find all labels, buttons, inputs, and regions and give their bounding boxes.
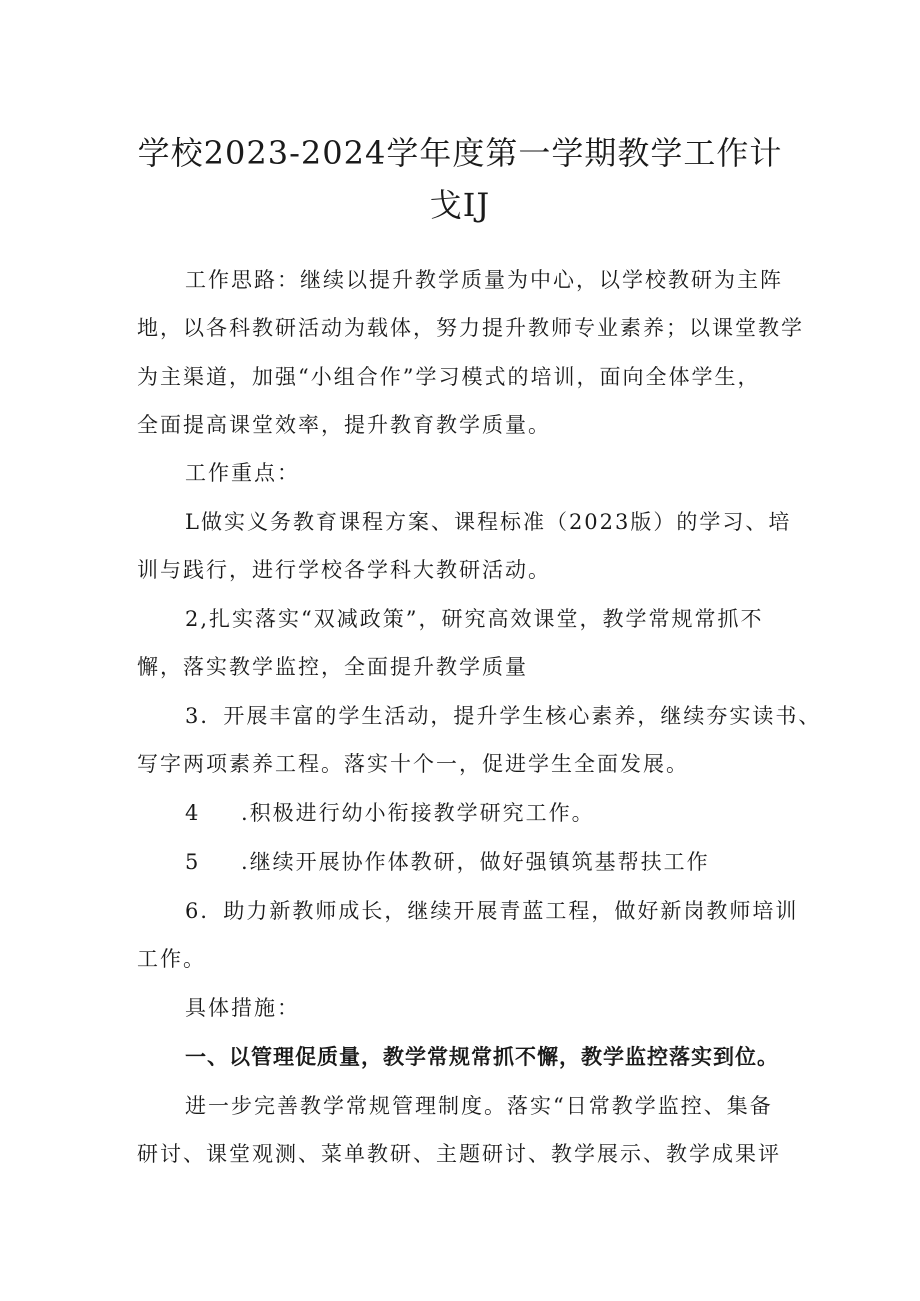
list-item-line: 工作。	[137, 947, 206, 971]
list-item-number: 4	[185, 801, 201, 825]
focus-heading: 工作重点：	[185, 461, 300, 485]
list-item-line: 懈，落实教学监控，全面提升教学质量	[137, 655, 528, 679]
list-item-text: .继续开展协作体教研，做好强镇筑基帮扶工作	[241, 850, 710, 874]
paragraph-line: 工作思路：继续以提升教学质量为中心，以学校教研为主阵	[185, 268, 783, 292]
list-item-line: 写字两项素养工程。落实十个一，促进学生全面发展。	[137, 752, 689, 776]
paragraph-line: 为主渠道，加强“小组合作”学习模式的培训，面向全体学生，	[137, 365, 761, 389]
paragraph-line: 研讨、课堂观测、菜单教研、主题研讨、教学展示、教学成果评	[137, 1142, 781, 1166]
list-item-text: .积极进行幼小衔接教学研究工作。	[241, 801, 595, 825]
list-item-line: 训与践行，进行学校各学科大教研活动。	[137, 558, 551, 582]
list-item-line: 6．助力新教师成长，继续开展青蓝工程，做好新岗教师培训	[185, 899, 799, 923]
paragraph-line: 进一步完善教学常规管理制度。落实“日常教学监控、集备	[185, 1094, 773, 1118]
list-item-line: 2,扎实落实“双减政策”，研究高效课堂，教学常规常抓不	[185, 607, 764, 631]
paragraph-line: 全面提高课堂效率，提升教育教学质量。	[137, 413, 551, 437]
list-item-line: 3．开展丰富的学生活动，提升学生核心素养，继续夯实读书、	[185, 704, 822, 728]
section-heading: 一、以管理促质量，教学常规常抓不懈，教学监控落实到位。	[185, 1045, 779, 1069]
list-item-line: L做实义务教育课程方案、课程标准（2023版）的学习、培	[185, 510, 792, 534]
paragraph-line: 地，以各科教研活动为载体，努力提升教师专业素养；以课堂教学	[137, 316, 804, 340]
document-title-line-2: 戈IJ	[429, 186, 491, 224]
document-title-line-1: 学校2023-2024学年度第一学期教学工作计	[137, 134, 783, 172]
measures-heading: 具体措施：	[185, 996, 300, 1020]
list-item-number: 5	[185, 850, 201, 874]
list-item	[185, 803, 595, 824]
list-item	[185, 852, 710, 873]
